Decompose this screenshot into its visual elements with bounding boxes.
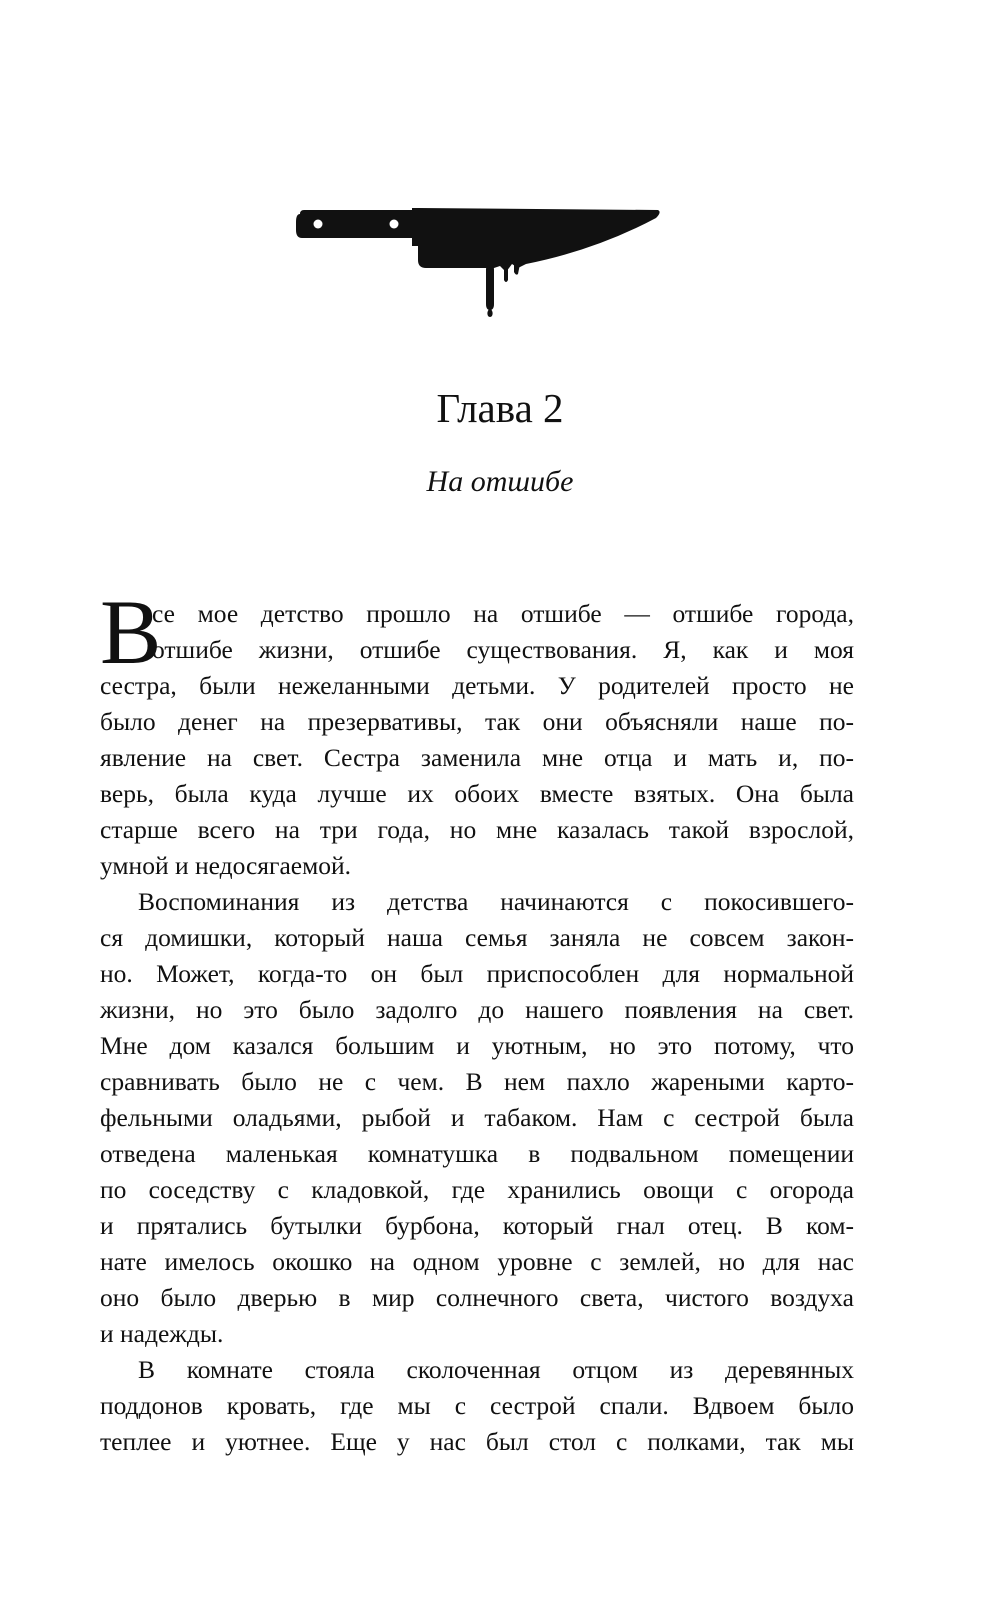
- text-line: нате имелось окошко на одном уровне с землей, но для нас: [100, 1247, 854, 1276]
- text-line: умной и недосягаемой.: [100, 851, 352, 880]
- text-line: старше всего на три года, но мне казалась такой взрослой,: [100, 815, 854, 844]
- text-line: оно было дверью в мир солнечного света, чистого воздуха: [100, 1283, 854, 1312]
- text-line: явление на свет. Сестра заменила мне отца и мать и, по-: [100, 743, 854, 772]
- knife-blade: [418, 208, 660, 272]
- text-line: Воспоминания из детства начинаются с покосившего-: [138, 887, 854, 916]
- text-line: и надежды.: [100, 1319, 224, 1348]
- paragraph: [100, 884, 854, 1352]
- knife-icon: [296, 208, 662, 320]
- blood-drip: [504, 266, 508, 282]
- text-line: поддонов кровать, где мы с сестрой спали. Вдвоем было: [100, 1391, 854, 1420]
- blood-drip: [514, 264, 520, 275]
- text-line: было денег на презервативы, так они объясняли наше по-: [100, 707, 854, 736]
- blood-drip: [486, 266, 494, 310]
- knife-rivet: [314, 220, 323, 229]
- text-line: но. Может, когда-то он был приспособлен для нормальной: [100, 959, 854, 988]
- paragraph: [100, 1352, 854, 1460]
- text-line: Мне дом казался большим и уютным, но это потому, что: [100, 1031, 854, 1060]
- text-line: теплее и уютнее. Еще у нас был стол с полками, так мы: [100, 1427, 854, 1456]
- text-line: ся домишки, который наша семья заняла не совсем закон-: [100, 923, 854, 952]
- chapter-subtitle: На отшибе: [426, 465, 574, 498]
- text-line: отведена маленькая комнатушка в подвальном помещении: [100, 1139, 854, 1168]
- body-text: [100, 581, 854, 1460]
- text-line: В комнате стояла сколоченная отцом из деревянных: [138, 1355, 854, 1384]
- text-line: и прятались бутылки бурбона, который гнал отец. В ком-: [100, 1211, 854, 1240]
- text-line: верь, была куда лучше их обоих вместе взятых. Она была: [100, 779, 854, 808]
- text-line: сестра, были нежеланными детьми. У родителей просто не: [100, 671, 854, 700]
- text-line: се мое детство прошло на отшибе — отшибе города,: [152, 599, 854, 628]
- paragraph: [100, 581, 854, 884]
- chapter-title: Глава 2: [436, 385, 564, 431]
- text-line: отшибе жизни, отшибе существования. Я, как и моя: [152, 635, 854, 664]
- text-line: по соседству с кладовкой, где хранились овощи с огорода: [100, 1175, 854, 1204]
- drop-cap: В: [100, 581, 162, 683]
- text-line: фельными оладьями, рыбой и табаком. Нам с сестрой была: [100, 1103, 854, 1132]
- knife-rivet: [390, 220, 399, 229]
- text-line: жизни, но это было задолго до нашего появления на свет.: [100, 995, 854, 1024]
- text-line: сравнивать было не с чем. В нем пахло жареными карто-: [100, 1067, 854, 1096]
